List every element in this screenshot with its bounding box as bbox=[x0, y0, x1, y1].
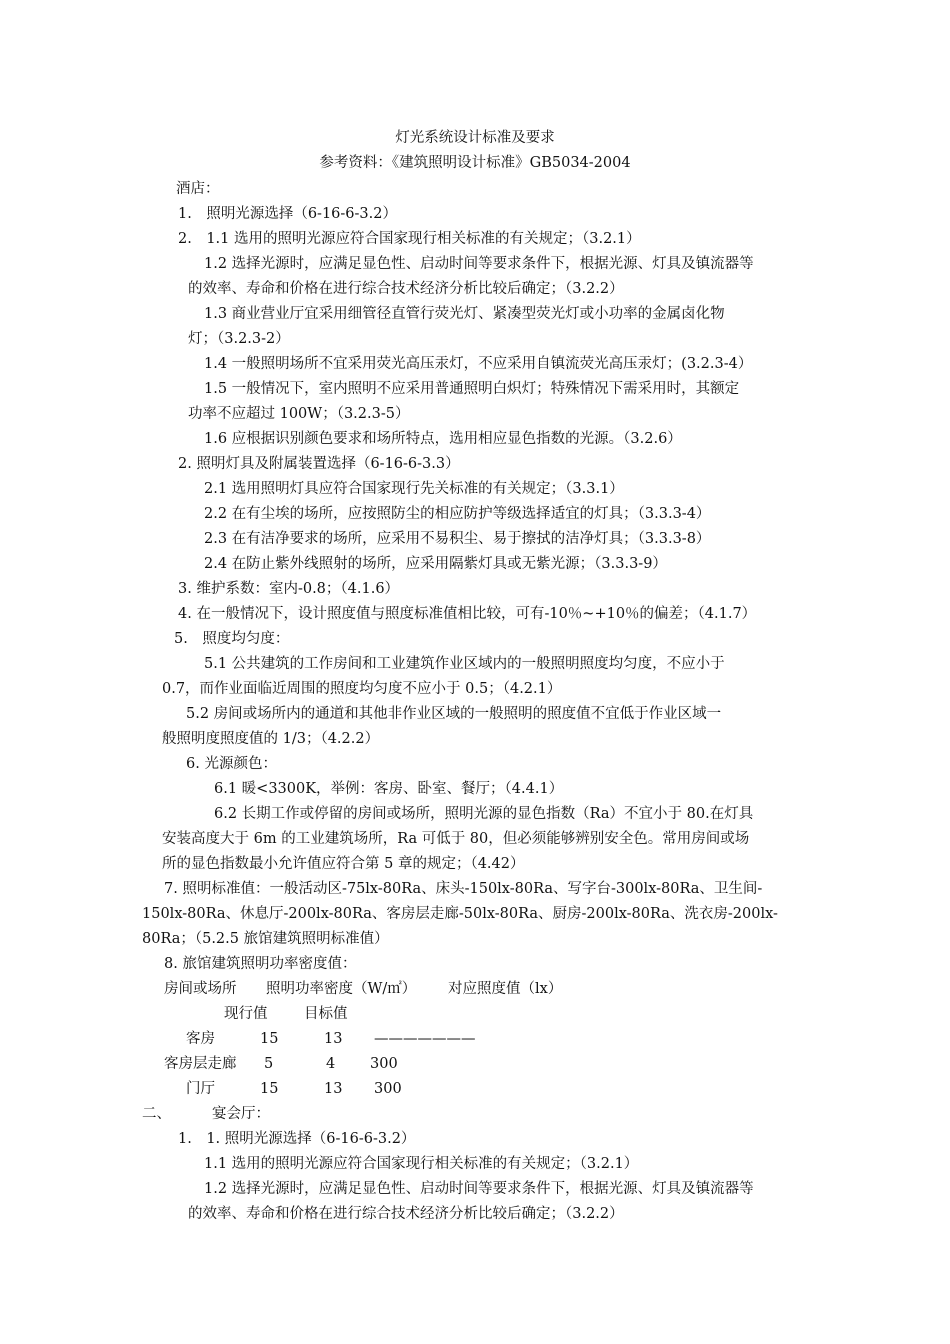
para-1-5a: 1.5 一般情况下，室内照明不应采用普通照明白炽灯；特殊情况下需采用时，其额定 bbox=[204, 381, 740, 397]
para-1-3a: 1.3 商业营业厅宜采用细管径直管行荧光灯、紧凑型荧光灯或小功率的金属卤化物 bbox=[204, 306, 725, 322]
table-cell-target: 13 bbox=[324, 1081, 343, 1097]
para-b1-1: 1.1 选用的照明光源应符合国家现行相关标准的有关规定；（3.2.1） bbox=[204, 1156, 639, 1172]
section-hotel: 酒店： bbox=[176, 181, 220, 197]
para-b1: 1. 1. 照明光源选择（6-16-6-3.2） bbox=[178, 1131, 416, 1147]
para-b1-2b: 的效率、寿命和价格在进行综合技术经济分析比较后确定；（3.2.2） bbox=[188, 1206, 624, 1222]
para-5: 5. 照度均匀度： bbox=[174, 631, 290, 647]
para-2-2: 2.2 在有尘埃的场所，应按照防尘的相应防护等级选择适宜的灯具；（3.3.3-4） bbox=[204, 506, 711, 522]
section-2-number: 二、 bbox=[142, 1106, 171, 1122]
para-1-5b: 功率不应超过 100W；（3.2.3-5） bbox=[188, 406, 410, 422]
para-1-2a: 1.2 选择光源时，应满足显色性、启动时间等要求条件下，根据光源、灯具及镇流器等 bbox=[204, 256, 754, 272]
para-2-3: 2.3 在有洁净要求的场所，应采用不易积尘、易于擦拭的洁净灯具；（3.3.3-8） bbox=[204, 531, 711, 547]
para-2: 2. 照明灯具及附属装置选择（6-16-6-3.3） bbox=[178, 456, 460, 472]
para-5-1a: 5.1 公共建筑的工作房间和工业建筑作业区域内的一般照明照度均匀度，不应小于 bbox=[204, 656, 725, 672]
para-b1-2a: 1.2 选择光源时，应满足显色性、启动时间等要求条件下，根据光源、灯具及镇流器等 bbox=[204, 1181, 754, 1197]
para-2-1-1: 2. 1.1 选用的照明光源应符合国家现行相关标准的有关规定；（3.2.1） bbox=[178, 231, 641, 247]
para-6-2b: 安装高度大于 6m 的工业建筑场所，Ra 可低于 80，但必须能够辨别安全色。常用房间或场 bbox=[162, 831, 750, 847]
table-cell-current: 15 bbox=[260, 1081, 279, 1097]
para-6-2c: 所的显色指数最小允许值应符合第 5 章的规定；（4.42） bbox=[162, 856, 525, 872]
para-4: 4. 在一般情况下，设计照度值与照度标准值相比较，可有-10％~+10％的偏差；（4.1.7） bbox=[178, 606, 757, 622]
para-5-1b: 0.7，而作业面临近周围的照度均匀度不应小于 0.5；（4.2.1） bbox=[162, 681, 562, 697]
table-cell-target: 4 bbox=[326, 1056, 336, 1072]
section-2-title: 宴会厅： bbox=[212, 1106, 270, 1122]
doc-subtitle: 参考资料：《建筑照明设计标准》GB5034-2004 bbox=[319, 155, 631, 171]
doc-title: 灯光系统设计标准及要求 bbox=[395, 130, 555, 146]
para-5-2b: 般照明度照度值的 1/3；（4.2.2） bbox=[162, 731, 380, 747]
para-1-6: 1.6 应根据识别颜色要求和场所特点，选用相应显色指数的光源。（3.2.6） bbox=[204, 431, 682, 447]
table-header-lux: 对应照度值（lx） bbox=[448, 981, 563, 997]
table-cell-lux: 300 bbox=[374, 1081, 402, 1097]
table-cell-room: 客房层走廊 bbox=[164, 1056, 237, 1072]
table-subheader-target: 目标值 bbox=[304, 1006, 348, 1022]
para-5-2a: 5.2 房间或场所内的通道和其他非作业区域的一般照明的照度值不宜低于作业区域一 bbox=[186, 706, 722, 722]
para-1-3b: 灯；（3.2.3-2） bbox=[188, 331, 290, 347]
para-1: 1. 照明光源选择（6-16-6-3.2） bbox=[178, 206, 397, 222]
table-cell-lux: ——————— bbox=[374, 1031, 476, 1047]
para-6: 6. 光源颜色： bbox=[186, 756, 277, 772]
table-cell-current: 5 bbox=[264, 1056, 274, 1072]
para-7c: 80Ra；（5.2.5 旅馆建筑照明标准值） bbox=[142, 931, 389, 947]
para-2-1: 2.1 选用照明灯具应符合国家现行先关标准的有关规定；（3.3.1） bbox=[204, 481, 624, 497]
para-1-2b: 的效率、寿命和价格在进行综合技术经济分析比较后确定；（3.2.2） bbox=[188, 281, 624, 297]
para-7a: 7. 照明标准值：一般活动区-75lx-80Ra、床头-150lx-80Ra、写字台-300lx-80Ra、卫生间- bbox=[164, 881, 763, 897]
table-header-power: 照明功率密度（W/㎡） bbox=[266, 981, 417, 997]
table-cell-lux: 300 bbox=[370, 1056, 398, 1072]
table-cell-current: 15 bbox=[260, 1031, 279, 1047]
table-cell-room: 门厅 bbox=[186, 1081, 215, 1097]
para-1-4: 1.4 一般照明场所不宜采用荧光高压汞灯，不应采用自镇流荧光高压汞灯；(3.2.3-4） bbox=[204, 356, 753, 372]
para-8: 8. 旅馆建筑照明功率密度值： bbox=[164, 956, 357, 972]
para-2-4: 2.4 在防止紫外线照射的场所，应采用隔紫灯具或无紫光源；（3.3.3-9） bbox=[204, 556, 667, 572]
table-cell-room: 客房 bbox=[186, 1031, 215, 1047]
table-cell-target: 13 bbox=[324, 1031, 343, 1047]
para-7b: 150lx-80Ra、休息厅-200lx-80Ra、客房层走廊-50lx-80Ra、厨房-200lx-80Ra、洗衣房-200lx- bbox=[142, 906, 778, 922]
para-6-2a: 6.2 长期工作或停留的房间或场所，照明光源的显色指数（Ra）不宜小于 80.在灯具 bbox=[214, 806, 754, 822]
table-header-room: 房间或场所 bbox=[164, 981, 237, 997]
para-3: 3. 维护系数：室内-0.8；（4.1.6） bbox=[178, 581, 400, 597]
table-subheader-current: 现行值 bbox=[224, 1006, 268, 1022]
para-6-1: 6.1 暖<3300K，举例：客房、卧室、餐厅；（4.4.1） bbox=[214, 781, 564, 797]
